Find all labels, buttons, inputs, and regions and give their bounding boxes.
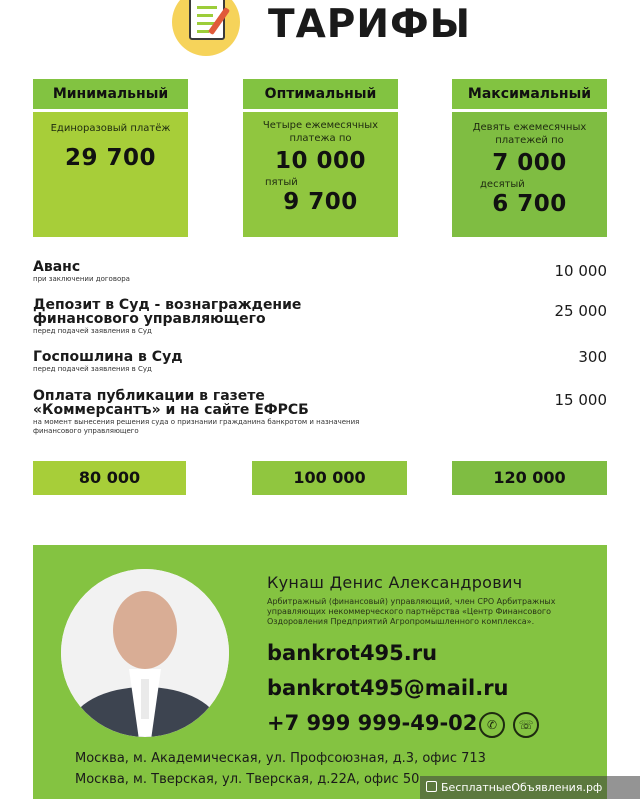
plan-card-minimal bbox=[33, 79, 188, 237]
plan-note-last: десятый bbox=[480, 179, 525, 190]
logo-line bbox=[197, 14, 213, 17]
email-link[interactable]: bankrot495@mail.ru bbox=[267, 676, 509, 700]
plan-note-last: пятый bbox=[265, 177, 298, 188]
plan-price: 29 700 bbox=[64, 145, 157, 171]
fee-amount: 10 000 bbox=[554, 262, 607, 280]
plan-card-optimal bbox=[243, 79, 398, 237]
plan-body bbox=[33, 112, 188, 237]
website-link[interactable]: bankrot495.ru bbox=[267, 641, 438, 665]
watermark-icon bbox=[426, 781, 437, 792]
photo-tie bbox=[141, 679, 149, 719]
plan-body bbox=[452, 112, 607, 237]
fee-label: Оплата публикации в газете «Коммерсантъ» и на сайте ЕФРСБ bbox=[33, 388, 309, 418]
fee-label: Госпошлина в Суд bbox=[33, 349, 183, 365]
plan-body bbox=[243, 112, 398, 237]
logo-line bbox=[197, 6, 217, 9]
plan-note: Единоразовый платёж bbox=[50, 123, 171, 134]
watermark[interactable] bbox=[420, 776, 640, 799]
fee-label: Депозит в Суд - вознаграждение финансового управляющего bbox=[33, 297, 302, 327]
fee-sub: перед подачей заявления в Суд bbox=[33, 327, 152, 335]
fee-row-publication bbox=[33, 389, 607, 436]
person-description: Арбитражный (финансовый) управляющий, член СРО Арбитражных управляющих некоммерческого партнёрства «Центр Финансового Оздоровления Предприятий Агропромышленного комплекса». bbox=[267, 597, 556, 626]
fee-row-deposit bbox=[33, 298, 607, 336]
address-line: Москва, м. Тверская, ул. Тверская, д.22А, офис 50 bbox=[75, 772, 420, 787]
fee-amount: 25 000 bbox=[554, 302, 607, 320]
plan-note: Четыре ежемесячных платежа по bbox=[262, 120, 379, 144]
person-name: Кунаш Денис Александрович bbox=[267, 573, 523, 592]
fee-sub: при заключении договора bbox=[33, 275, 130, 283]
plan-price: 7 000 bbox=[492, 150, 567, 176]
plan-price-last: 6 700 bbox=[492, 191, 567, 217]
fee-amount: 300 bbox=[578, 348, 607, 366]
plan-name: Максимальный bbox=[452, 79, 607, 109]
plan-note: Девять ежемесячных платежей по bbox=[472, 122, 587, 146]
address-line: Москва, м. Академическая, ул. Профсоюзная, д.3, офис 713 bbox=[75, 751, 486, 766]
checklist-cart-icon bbox=[172, 0, 240, 56]
total-minimal: 80 000 bbox=[33, 461, 186, 495]
phone-link[interactable]: +7 999 999-49-02 bbox=[267, 711, 478, 735]
total-maximal: 120 000 bbox=[452, 461, 607, 495]
logo-line bbox=[197, 30, 209, 33]
whatsapp-icon[interactable]: ✆ bbox=[479, 712, 505, 738]
fee-label: Аванс bbox=[33, 259, 81, 275]
photo-head bbox=[113, 591, 177, 669]
watermark-text: БесплатныеОбъявления.рф bbox=[441, 781, 603, 794]
fee-sub: перед подачей заявления в Суд bbox=[33, 365, 152, 373]
fee-row-duty bbox=[33, 350, 607, 374]
fee-amount: 15 000 bbox=[554, 391, 607, 409]
page-title: ТАРИФЫ bbox=[268, 2, 472, 47]
plan-name: Оптимальный bbox=[243, 79, 398, 109]
plan-card-maximal bbox=[452, 79, 607, 237]
total-optimal: 100 000 bbox=[252, 461, 407, 495]
plan-price: 10 000 bbox=[274, 148, 367, 174]
contact-card bbox=[33, 545, 607, 799]
viber-icon[interactable]: ☏ bbox=[513, 712, 539, 738]
plan-name: Минимальный bbox=[33, 79, 188, 109]
avatar bbox=[61, 569, 229, 737]
fee-sub: на момент вынесения решения суда о признании гражданина банкротом и назначения финансового управляющего bbox=[33, 418, 360, 435]
plan-price-last: 9 700 bbox=[283, 189, 358, 215]
fee-row-advance bbox=[33, 260, 607, 284]
